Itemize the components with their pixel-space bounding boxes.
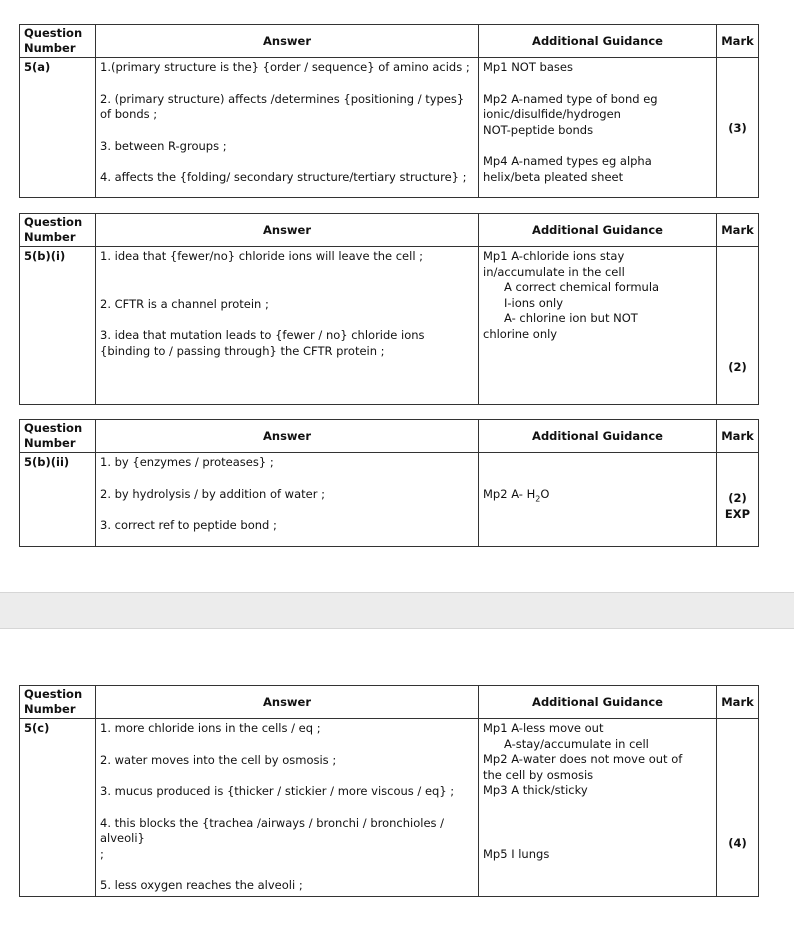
answer-cell: [96, 247, 479, 405]
answer-cell: [96, 58, 479, 198]
mark-value: (2): [728, 491, 747, 505]
guidance-line: Mp5 I lungs: [483, 846, 550, 861]
guidance-line: the cell by osmosis: [483, 767, 594, 782]
mark-cell: [717, 247, 759, 405]
guidance-subscript: 2: [535, 494, 541, 504]
guidance-line: I-ions only: [504, 295, 564, 310]
guidance-line: A- chlorine ion but NOT: [504, 311, 638, 325]
question-number: 5(a): [20, 58, 96, 198]
question-number: 5(c): [20, 719, 96, 897]
guidance-text: O: [540, 487, 550, 501]
guidance-line: A correct chemical formula: [504, 280, 660, 294]
header-mark: Mark: [717, 214, 759, 247]
header-mark: Mark: [717, 420, 759, 453]
guidance-line: helix/beta pleated sheet: [483, 169, 624, 184]
answer-point: 3. idea that mutation leads to {fewer / no} chloride ions {binding to / passing through} the CFTR protein ;: [100, 328, 425, 358]
mark-value: (2): [728, 360, 747, 374]
mark-scheme-table-5bii: [19, 419, 759, 547]
answer-point: 1. by {enzymes / proteases} ;: [100, 455, 274, 469]
guidance-line: Mp1 NOT bases: [483, 60, 573, 74]
answer-point: 4. this blocks the {trachea /airways / bronchi / bronchioles / alveoli}: [100, 815, 445, 845]
header-answer: Answer: [96, 25, 479, 58]
guidance-line: A-stay/accumulate in cell: [504, 736, 649, 751]
answer-point: 5. less oxygen reaches the alveoli ;: [100, 878, 303, 892]
guidance-cell: [479, 247, 717, 405]
answer-point: 2. CFTR is a channel protein ;: [100, 296, 269, 311]
mark-value: (4): [728, 835, 747, 850]
mark-scheme-table-5c: [19, 685, 759, 897]
guidance-line: NOT-peptide bonds: [483, 122, 594, 137]
answer-point: 1.(primary structure is the} {order / sequence} of amino acids ;: [100, 60, 470, 74]
guidance-line: Mp1 A-chloride ions stay: [483, 249, 625, 263]
mark-scheme-table-5bi: [19, 213, 759, 405]
guidance-line: Mp4 A-named types eg alpha: [483, 154, 652, 168]
answer-point: 3. between R-groups ;: [100, 138, 227, 153]
answer-cell: [96, 719, 479, 897]
mark-cell: [717, 719, 759, 897]
page-break-band: [0, 592, 794, 629]
header-question-number: Question Number: [20, 686, 96, 719]
answer-point: 3. correct ref to peptide bond ;: [100, 518, 277, 532]
answer-point: 2. water moves into the cell by osmosis ;: [100, 752, 337, 767]
guidance-line: Mp2 A-water does not move out of: [483, 752, 683, 766]
answer-point: 2. by hydrolysis / by addition of water ;: [100, 486, 325, 501]
question-number: 5(b)(ii): [20, 453, 96, 547]
mark-scheme-table-5a: [19, 24, 759, 198]
header-mark: Mark: [717, 686, 759, 719]
guidance-line: Mp2 A-named type of bond eg: [483, 91, 658, 106]
guidance-line: chlorine only: [483, 326, 558, 341]
header-answer: Answer: [96, 214, 479, 247]
question-number: 5(b)(i): [20, 247, 96, 405]
answer-point: ;: [100, 846, 104, 861]
answer-point: 3. mucus produced is {thicker / stickier / more viscous / eq} ;: [100, 784, 455, 798]
header-question-number: Question Number: [20, 214, 96, 247]
guidance-cell: [479, 453, 717, 547]
answer-point: 2. (primary structure) affects /determines {positioning / types} of bonds ;: [100, 91, 465, 121]
guidance-line: ionic/disulfide/hydrogen: [483, 107, 621, 121]
guidance-cell: [479, 719, 717, 897]
header-guidance: Additional Guidance: [479, 686, 717, 719]
guidance-cell: [479, 58, 717, 198]
header-question-number: Question Number: [20, 420, 96, 453]
header-answer: Answer: [96, 420, 479, 453]
answer-point: 4. affects the {folding/ secondary structure/tertiary structure} ;: [100, 170, 467, 184]
mark-cell: (3): [717, 58, 759, 198]
header-answer: Answer: [96, 686, 479, 719]
guidance-text: Mp2 A- H: [483, 487, 536, 501]
guidance-line: in/accumulate in the cell: [483, 264, 625, 279]
header-guidance: Additional Guidance: [479, 25, 717, 58]
mark-cell: [717, 453, 759, 547]
guidance-line: [483, 487, 712, 507]
answer-point: 1. more chloride ions in the cells / eq ;: [100, 721, 321, 735]
answer-point: 1. idea that {fewer/no} chloride ions will leave the cell ;: [100, 249, 424, 263]
header-guidance: Additional Guidance: [479, 420, 717, 453]
guidance-line: Mp3 A thick/sticky: [483, 783, 588, 797]
header-mark: Mark: [717, 25, 759, 58]
header-guidance: Additional Guidance: [479, 214, 717, 247]
answer-cell: [96, 453, 479, 547]
header-question-number: Question Number: [20, 25, 96, 58]
guidance-line: Mp1 A-less move out: [483, 721, 604, 735]
mark-note: EXP: [724, 506, 751, 521]
